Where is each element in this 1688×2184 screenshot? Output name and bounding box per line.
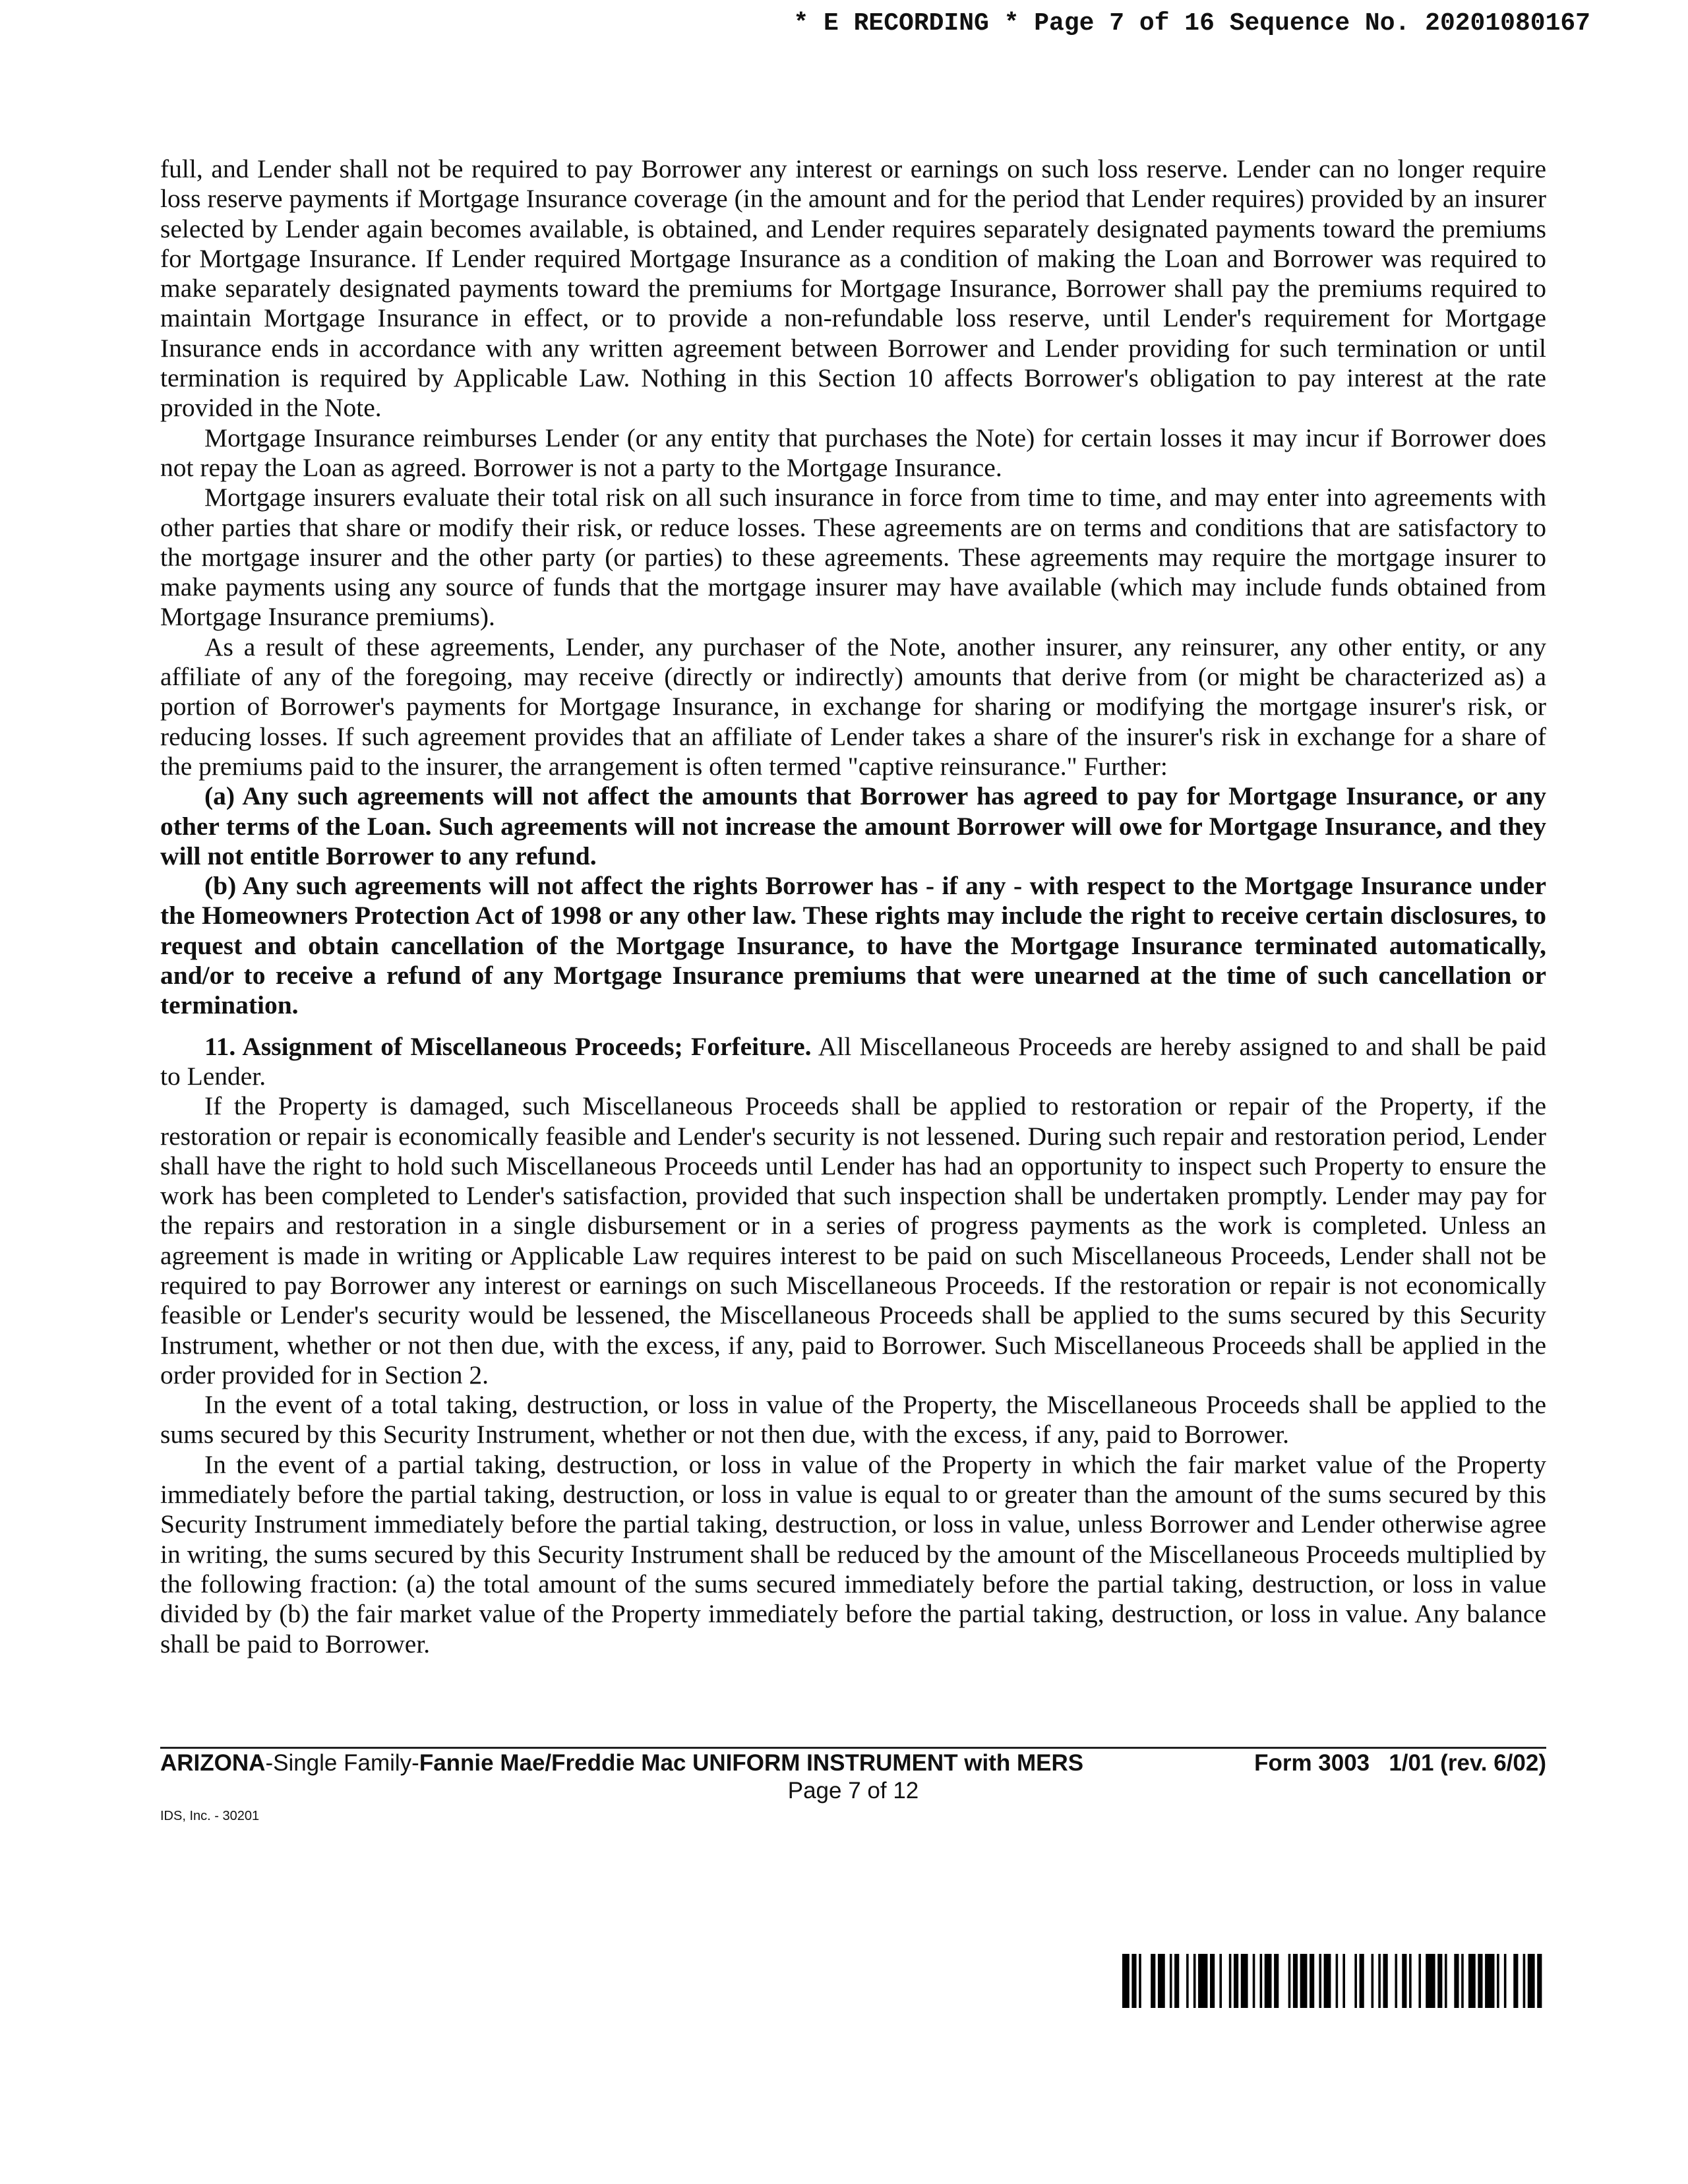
document-body xyxy=(160,154,1546,1659)
barcode-bar xyxy=(1445,1954,1447,2008)
footer-page-number: Page 7 of 12 xyxy=(787,1778,919,1804)
barcode-bar xyxy=(1158,1954,1165,2008)
barcode-bar xyxy=(1454,1954,1459,2008)
paragraph-mi-insurers: Mortgage insurers evaluate their total risk on all such insurance in force from time to time, and may enter into agreements with other parties that share or modify their risk, or reduce losses. These agreements are on terms and conditions that are satisfactory to the mortgage insurer and the other party (or parties) to these agreements. These agreements may require the mortgage insurer to make payments using any source of funds that the mortgage insurer may have available (which may include funds obtained from Mortgage Insurance premiums). xyxy=(160,483,1546,632)
barcode-bar xyxy=(1170,1954,1172,2008)
barcode-bar xyxy=(1485,1954,1494,2008)
barcode-bar xyxy=(1310,1954,1314,2008)
barcode-bar xyxy=(1198,1954,1207,2008)
barcode-bar xyxy=(1319,1954,1321,2008)
barcode-bar xyxy=(1293,1954,1298,2008)
barcode-bar xyxy=(1342,1954,1345,2008)
barcode-bar xyxy=(1504,1954,1507,2008)
footer-form-line xyxy=(160,1749,1546,1777)
recording-header: * E RECORDING * Page 7 of 16 Sequence No. 20201080167 xyxy=(793,9,1590,38)
paragraph-partial-taking: In the event of a partial taking, destruction, or loss in value of the Property in which the fair market value of the Property immediately before the partial taking, destruction, or loss in value is equal to or greater than the amount of the sums secured by this Security Instrument immediately before the partial taking, destruction, or loss in value, unless Borrower and Lender otherwise agree in writing, the sums secured by this Security Instrument shall be reduced by the amount of the Miscellaneous Proceeds multiplied by the following fraction: (a) the total amount of the sums secured immediately before the partial taking, destruction, or loss in value divided by (b) the fair market value of the Property immediately before the partial taking, destruction, or loss in value. Any balance shall be paid to Borrower. xyxy=(160,1449,1546,1658)
barcode-bar xyxy=(1139,1954,1141,2008)
barcode-bar xyxy=(1468,1954,1476,2008)
barcode-bar xyxy=(1265,1954,1272,2008)
barcode-bar xyxy=(1354,1954,1357,2008)
footer-dash: -Single Family- xyxy=(265,1750,419,1776)
barcode-bar xyxy=(1274,1954,1279,2008)
barcode-bar xyxy=(1193,1954,1196,2008)
paragraph-property-damaged: If the Property is damaged, such Miscellaneous Proceeds shall be applied to restoration or repair of the Property, if the restoration or repair is economically feasible and Lender's security is not lessened. During such repair and restoration period, Lender shall have the right to hold such Miscellaneous Proceeds until Lender has had an opportunity to inspect such Property to ensure the work has been completed to Lender's satisfaction, provided that such inspection shall be undertaken promptly. Lender may pay for the repairs and restoration in a single disbursement or in a series of progress payments as the work is completed. Unless an agreement is made in writing or Applicable Law requires interest to be paid on such Miscellaneous Proceeds, Lender shall not be required to pay Borrower any interest or earnings on such Miscellaneous Proceeds. If the restoration or repair is not economically feasible or Lender's security would be lessened, the Miscellaneous Proceeds shall be applied to the sums secured by this Security Instrument, whether or not then due, with the excess, if any, paid to Borrower. Such Miscellaneous Proceeds shall be applied in the order provided for in Section 2. xyxy=(160,1091,1546,1389)
barcode-bar xyxy=(1426,1954,1435,2008)
footer-form-number: Form 3003 1/01 (rev. 6/02) xyxy=(1254,1750,1546,1776)
barcode-bar xyxy=(1131,1954,1136,2008)
barcode-bar xyxy=(1478,1954,1482,2008)
barcode-bar xyxy=(1210,1954,1215,2008)
barcode-bar xyxy=(1537,1954,1542,2008)
barcode-bar xyxy=(1497,1954,1499,2008)
barcode-bar xyxy=(1174,1954,1179,2008)
barcode-image xyxy=(1122,1954,1544,2008)
section-11-text: All Miscellaneous Proceeds are hereby assigned to and shall be paid to Lender. xyxy=(160,1031,1546,1091)
barcode-bar xyxy=(1383,1954,1388,2008)
barcode-bar xyxy=(1186,1954,1189,2008)
barcode-bar xyxy=(1513,1954,1518,2008)
paragraph-loss-reserve: full, and Lender shall not be required to pay Borrower any interest or earnings on such loss reserve. Lender can no longer require loss reserve payments if Mortgage Insurance coverage (in the amount and for the period that Lender requires) provided by an insurer selected by Lender again becomes available, is obtained, and Lender requires separately designated payments toward the premiums for Mortgage Insurance. If Lender required Mortgage Insurance as a condition of making the Loan and Borrower was required to make separately designated payments toward the premiums for Mortgage Insurance, Borrower shall pay the premiums required to maintain Mortgage Insurance in effect, or to provide a non-refundable loss reserve, until Lender's requirement for Mortgage Insurance ends in accordance with any written agreement between Borrower and Lender providing for such termination or until termination is required by Applicable Law. Nothing in this Section 10 affects Borrower's obligation to pay interest at the rate provided in the Note. xyxy=(160,154,1546,423)
barcode-bar xyxy=(1461,1954,1464,2008)
barcode-bar xyxy=(1372,1954,1374,2008)
barcode-bar xyxy=(1528,1954,1535,2008)
barcode-bar xyxy=(1418,1954,1421,2008)
section-11-paragraph xyxy=(160,1032,1546,1092)
paragraph-total-taking: In the event of a total taking, destruction, or loss in value of the Property, the Miscellaneous Proceeds shall be applied to the sums secured by this Security Instrument, whether or not then due, with the excess, if any, paid to Borrower. xyxy=(160,1390,1546,1449)
barcode-bar xyxy=(1395,1954,1397,2008)
footer-instrument: Fannie Mae/Freddie Mac UNIFORM INSTRUMENT with MERS xyxy=(419,1750,1084,1776)
paragraph-clause-b: (b) Any such agreements will not affect the rights Borrower has - if any - with respect to the Mortgage Insurance under the Homeowners Protection Act of 1998 or any other law. These rights may include the right to receive certain disclosures, to request and obtain cancellation of the Mortgage Insurance, to have the Mortgage Insurance terminated automatically, and/or to receive a refund of any Mortgage Insurance premiums that were unearned at the time of such cancellation or termination. xyxy=(160,871,1546,1020)
barcode-bar xyxy=(1409,1954,1412,2008)
barcode-bar xyxy=(1437,1954,1442,2008)
barcode-bar xyxy=(1288,1954,1291,2008)
barcode-bar xyxy=(1336,1954,1339,2008)
barcode-bar xyxy=(1122,1954,1130,2008)
barcode-bar xyxy=(1260,1954,1263,2008)
barcode-bar xyxy=(1151,1954,1155,2008)
barcode-bar xyxy=(1378,1954,1381,2008)
paragraph-clause-a: (a) Any such agreements will not affect the amounts that Borrower has agreed to pay for Mortgage Insurance, or any other terms of the Loan. Such agreements will not increase the amount Borrower will owe for Mortgage Insurance, and they will not entitle Borrower to any refund. xyxy=(160,781,1546,870)
barcode-bar xyxy=(1229,1954,1232,2008)
barcode-bar xyxy=(1300,1954,1308,2008)
barcode-bar xyxy=(1324,1954,1331,2008)
barcode-bar xyxy=(1241,1954,1248,2008)
paragraph-agreements-result: As a result of these agreements, Lender, any purchaser of the Note, another insurer, any reinsurer, any other entity, or any affiliate of any of the foregoing, may receive (directly or indirectly) amounts that derive from (or might be characterized as) a portion of Borrower's payments for Mortgage Insurance, in exchange for sharing or modifying the mortgage insurer's risk, or reducing losses. If such agreement provides that an affiliate of Lender takes a share of the insurer's risk in exchange for a share of the premiums paid to the insurer, the arrangement is often termed "captive reinsurance." Further: xyxy=(160,632,1546,781)
barcode-bar xyxy=(1402,1954,1406,2008)
footer-rule xyxy=(160,1747,1546,1749)
footer-vendor: IDS, Inc. - 30201 xyxy=(160,1809,260,1823)
barcode-bar xyxy=(1523,1954,1526,2008)
barcode-bar xyxy=(1360,1954,1364,2008)
section-11-title: 11. Assignment of Miscellaneous Proceeds; Forfeiture. xyxy=(204,1031,812,1061)
paragraph-mi-reimburses: Mortgage Insurance reimburses Lender (or any entity that purchases the Note) for certain losses it may incur if Borrower does not repay the Loan as agreed. Borrower is not a party to the Mortgage Insurance. xyxy=(160,423,1546,482)
footer-form-title xyxy=(160,1749,1083,1777)
barcode-bar xyxy=(1234,1954,1238,2008)
footer-state: ARIZONA xyxy=(160,1750,266,1776)
barcode-bar xyxy=(1253,1954,1255,2008)
barcode-bar xyxy=(1219,1954,1222,2008)
